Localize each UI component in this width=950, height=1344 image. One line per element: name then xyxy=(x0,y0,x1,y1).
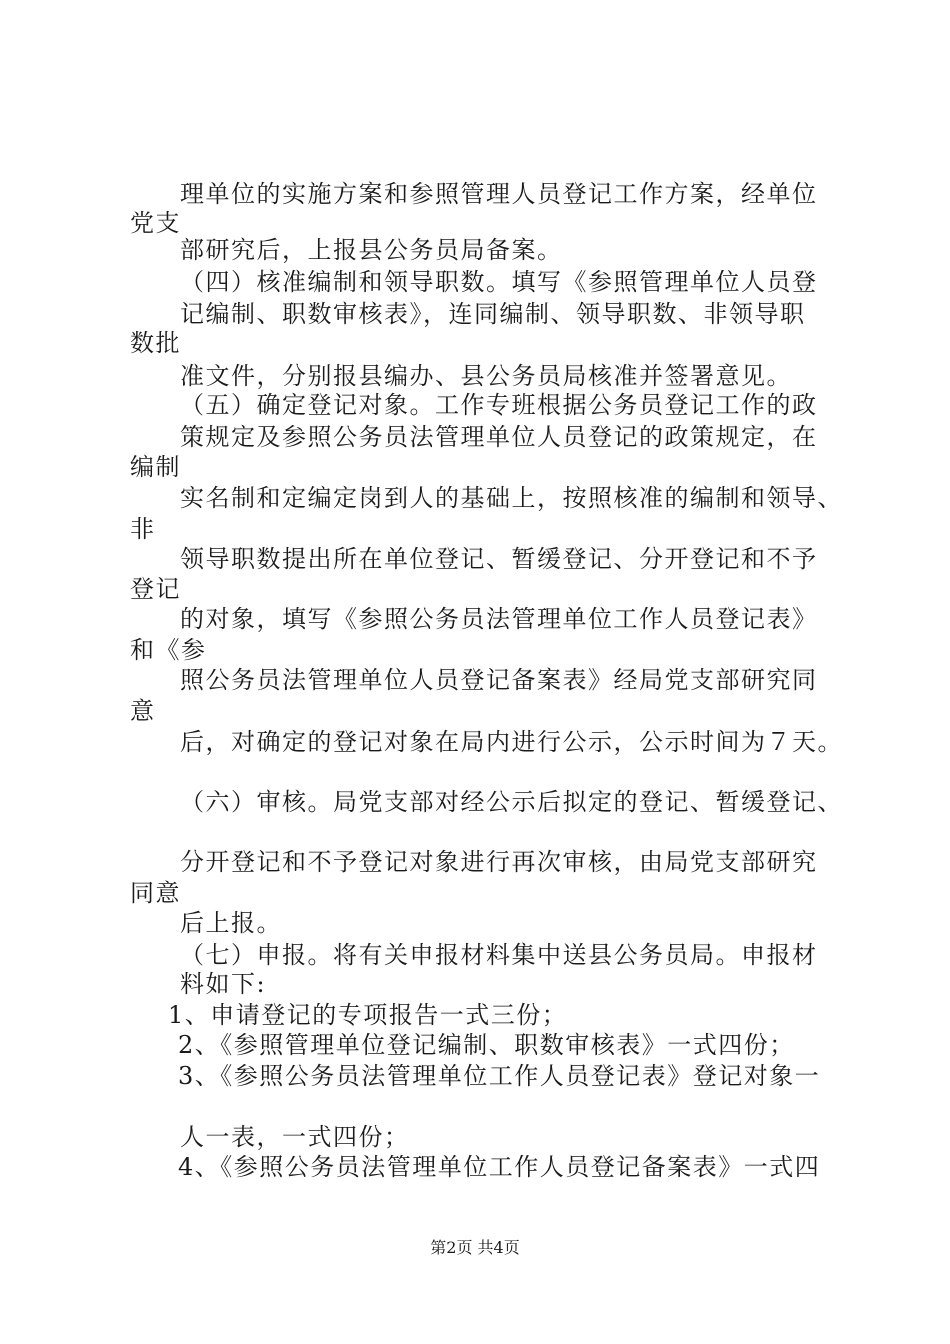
text-line: （五）确定登记对象。工作专班根据公务员登记工作的政 xyxy=(180,391,818,419)
text-line: 部研究后，上报县公务员局备案。 xyxy=(180,236,563,264)
text-line: 党支 xyxy=(130,209,181,237)
text-line: 4、《参照公务员法管理单位工作人员登记备案表》一式四 xyxy=(178,1153,821,1181)
text-line: 后，对确定的登记对象在局内进行公示，公示时间为７天。 xyxy=(180,728,843,756)
text-line: 1、申请登记的专项报告一式三份； xyxy=(168,1001,568,1029)
text-line: （四）核准编制和领导职数。填写《参照管理单位人员登 xyxy=(180,268,818,296)
text-line: 登记 xyxy=(130,575,181,603)
text-line: 记编制、职数审核表》，连同编制、领导职数、非领导职 xyxy=(180,300,806,328)
text-line: 分开登记和不予登记对象进行再次审核，由局党支部研究 xyxy=(180,848,818,876)
text-line: 3、《参照公务员法管理单位工作人员登记表》登记对象一 xyxy=(178,1062,821,1090)
text-line: 2、《参照管理单位登记编制、职数审核表》一式四份； xyxy=(178,1031,795,1059)
text-line: 的对象，填写《参照公务员法管理单位工作人员登记表》 xyxy=(180,605,818,633)
text-line: 料如下: xyxy=(180,970,267,998)
text-line: 同意 xyxy=(130,879,181,907)
text-line: 实名制和定编定岗到人的基础上，按照核准的编制和领导、 xyxy=(180,484,843,512)
text-line: 策规定及参照公务员法管理单位人员登记的政策规定，在 xyxy=(180,423,818,451)
text-line: 人一表，一式四份； xyxy=(180,1123,410,1151)
text-line: 编制 xyxy=(130,453,181,481)
text-line: 和《参 xyxy=(130,636,207,664)
text-line: 非 xyxy=(130,515,156,543)
text-line: （七）申报。将有关申报材料集中送县公务员局。申报材 xyxy=(180,941,818,969)
text-line: 后上报。 xyxy=(180,909,282,937)
text-line: 数批 xyxy=(130,329,181,357)
text-line: （六）审核。局党支部对经公示后拟定的登记、暂缓登记、 xyxy=(180,788,843,816)
text-line: 意 xyxy=(130,697,156,725)
text-line: 准文件，分别报县编办、县公务员局核准并签署意见。 xyxy=(180,362,792,390)
page-footer: 第2页 共4页 xyxy=(430,1238,520,1257)
text-line: 理单位的实施方案和参照管理人员登记工作方案，经单位 xyxy=(180,180,818,208)
text-line: 领导职数提出所在单位登记、暂缓登记、分开登记和不予 xyxy=(180,545,818,573)
text-line: 照公务员法管理单位人员登记备案表》经局党支部研究同 xyxy=(180,666,818,694)
